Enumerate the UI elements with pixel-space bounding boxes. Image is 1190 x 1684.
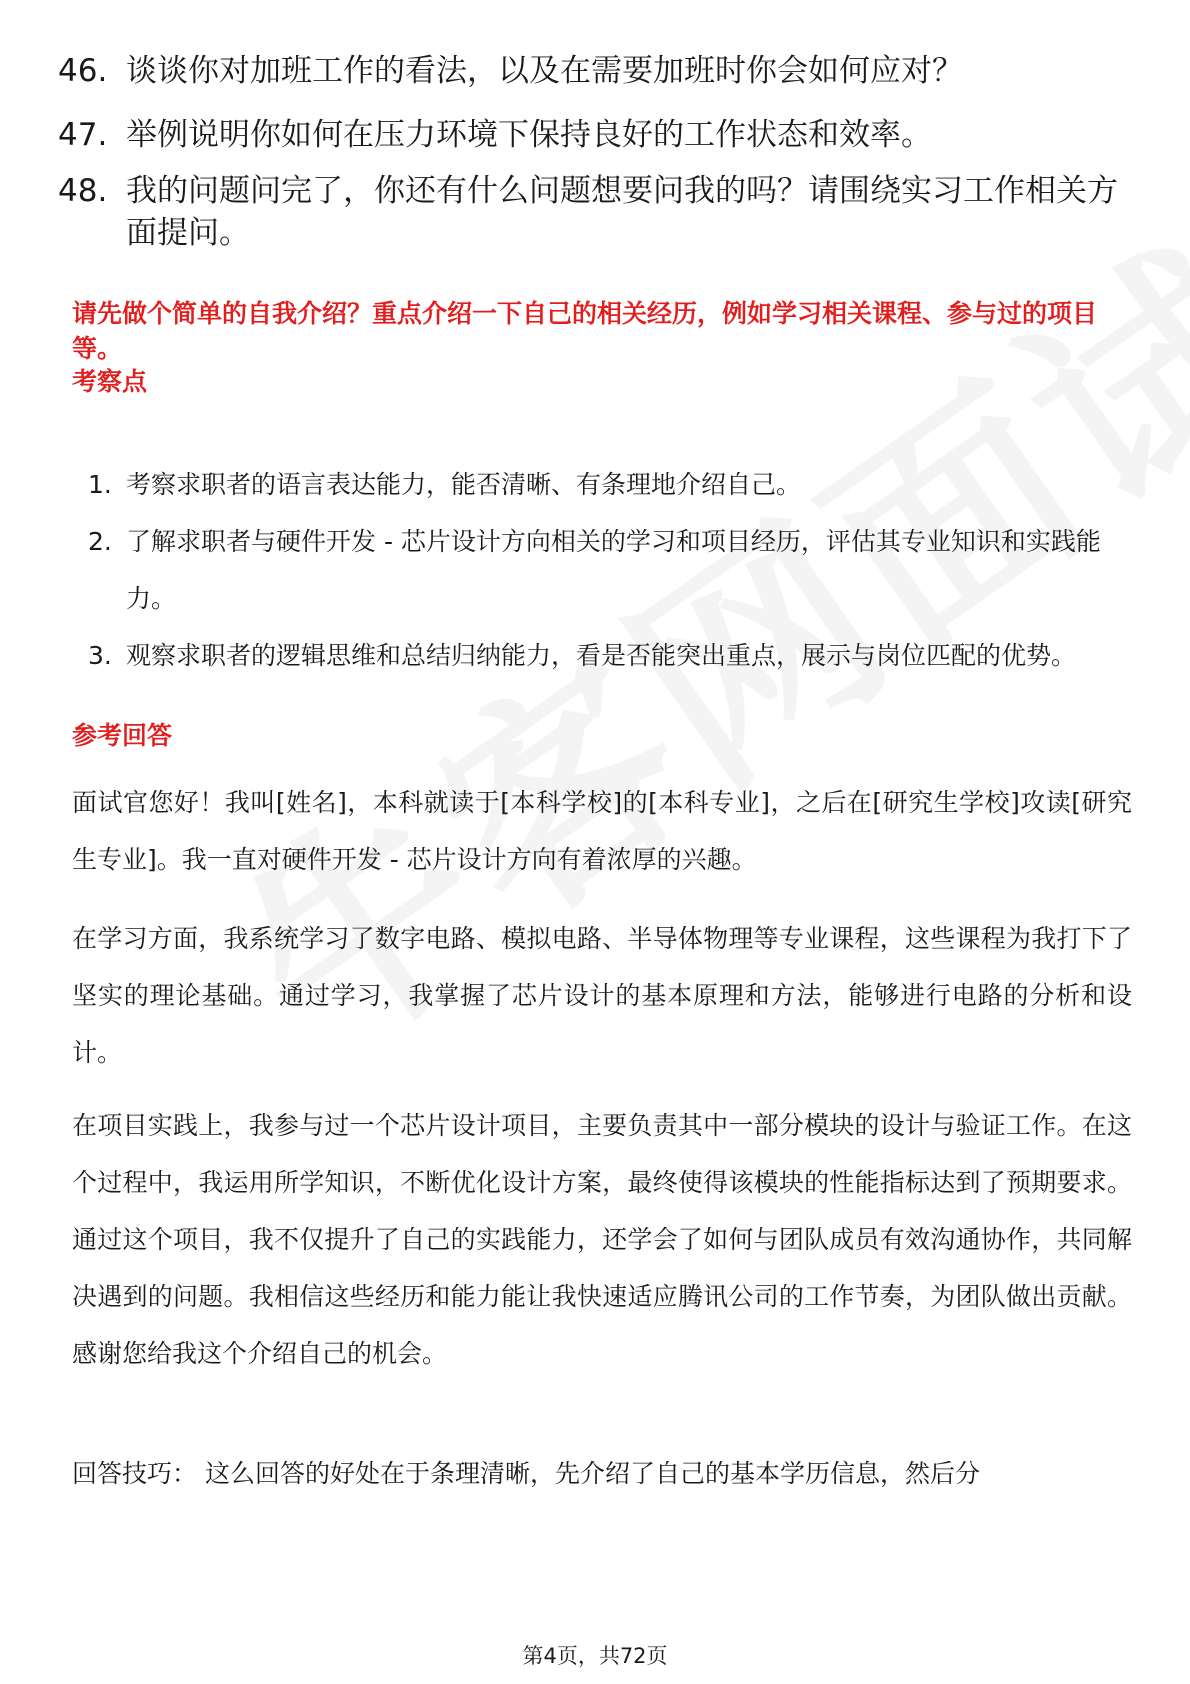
exam-point-number: 1. — [88, 470, 112, 499]
reference-answer-heading: 参考回答 — [72, 721, 173, 750]
exam-point-item — [72, 513, 1122, 627]
answer-tips-paragraph: 回答技巧： 这么回答的好处在于条理清晰，先介绍了自己的基本学历信息，然后分 — [72, 1459, 980, 1488]
question-text: 我的问题问完了，你还有什么问题想要问我的吗？请围绕实习工作相关方面提问。 — [126, 173, 1118, 251]
answer-paragraph: 在项目实践上，我参与过一个芯片设计项目，主要负责其中一部分模块的设计与验证工作。在这个过程中，我运用所学知识，不断优化设计方案，最终使得该模块的性能指标达到了预期要求。通过这个项目，我不仅提升了自己的实践能力，还学会了如何与团队成员有效沟通协作，共同解决遇到的问题。我相信这些经历和能力能让我快速适应腾讯公司的工作节奏，为团队做出贡献。感谢您给我这个介绍自己的机会。 — [72, 1111, 1132, 1368]
exam-point-item — [72, 456, 1122, 513]
question-item — [58, 114, 1138, 156]
exam-point-number: 2. — [88, 527, 112, 556]
answer-paragraph: 面试官您好！我叫[姓名]，本科就读于[本科学校]的[本科专业]，之后在[研究生学校]攻读[研究生专业]。我一直对硬件开发 - 芯片设计方向有着浓厚的兴趣。 — [72, 788, 1132, 874]
question-item — [58, 170, 1138, 254]
question-text: 谈谈你对加班工作的看法，以及在需要加班时你会如何应对？ — [126, 53, 963, 89]
question-list — [58, 50, 1138, 276]
question-number: 47. — [58, 117, 108, 153]
question-title: 请先做个简单的自我介绍？重点介绍一下自己的相关经历，例如学习相关课程、参与过的项目等。 — [72, 299, 1098, 363]
exam-point-item — [72, 627, 1122, 684]
exam-points-list — [72, 456, 1122, 684]
question-text: 举例说明你如何在压力环境下保持良好的工作状态和效率。 — [126, 117, 932, 153]
exam-point-text: 了解求职者与硬件开发 - 芯片设计方向相关的学习和项目经历，评估其专业知识和实践能力。 — [126, 527, 1101, 613]
exam-point-text: 观察求职者的逻辑思维和总结归纳能力，看是否能突出重点，展示与岗位匹配的优势。 — [126, 641, 1077, 670]
exam-points-heading: 考察点 — [72, 367, 148, 396]
question-number: 46. — [58, 53, 108, 89]
question-number: 48. — [58, 173, 108, 209]
question-item — [58, 50, 1138, 92]
page-footer: 第4页，共72页 — [522, 1644, 668, 1668]
answer-paragraph: 在学习方面，我系统学习了数字电路、模拟电路、半导体物理等专业课程，这些课程为我打下了坚实的理论基础。通过学习，我掌握了芯片设计的基本原理和方法，能够进行电路的分析和设计。 — [72, 924, 1132, 1067]
exam-point-text: 考察求职者的语言表达能力，能否清晰、有条理地介绍自己。 — [126, 470, 802, 499]
exam-point-number: 3. — [88, 641, 112, 670]
